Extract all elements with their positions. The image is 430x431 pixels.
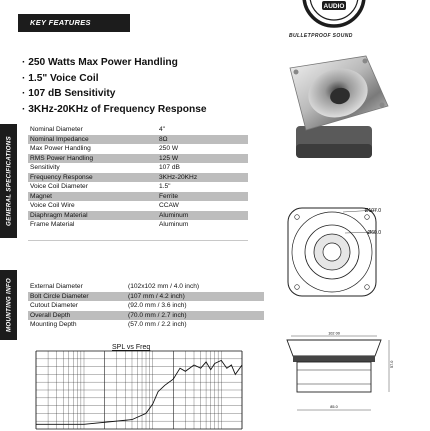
spec-value: Aluminum: [159, 221, 189, 228]
key-features-title: KEY FEATURES: [30, 18, 91, 27]
mount-row: [28, 282, 264, 292]
mounting-info-side-label: [0, 270, 17, 340]
mounting-info-label-text: MOUNTING INFO: [5, 277, 12, 333]
logo-text: AUDIO: [323, 3, 345, 10]
spec-value: Ferrite: [159, 192, 179, 200]
spec-row: [28, 144, 248, 154]
spec-label: Nominal Diameter: [30, 126, 83, 133]
spec-row: [28, 182, 248, 192]
spec-label: Voice Coil Wire: [30, 202, 75, 209]
table-divider: [28, 240, 248, 241]
spec-value: 1.5": [159, 183, 171, 190]
spec-label: Sensitivity: [30, 164, 60, 171]
key-features-header: [18, 14, 130, 32]
spec-value: CCAW: [159, 202, 179, 209]
features-list: [22, 55, 207, 117]
mount-label: Bolt Circle Diameter: [30, 292, 89, 300]
front-view-drawing: [283, 200, 385, 305]
spec-row: [28, 192, 248, 202]
mount-value: (92.0 mm / 3.6 inch): [128, 302, 187, 309]
spec-value: 250 W: [159, 145, 179, 152]
mount-row: [28, 311, 264, 321]
mount-row: [28, 301, 264, 311]
dimension-inner: Ø60.0: [367, 230, 381, 236]
dimension-outer: Ø107.0: [364, 208, 381, 214]
mount-value: (102x102 mm / 4.0 inch): [128, 283, 200, 290]
mount-value: (70.0 mm / 2.7 inch): [128, 311, 187, 319]
spec-row: [28, 154, 248, 164]
mount-label: Cutout Diameter: [30, 302, 79, 309]
tweeter-product-image: [270, 48, 395, 168]
brand-tagline: BULLETPROOF SOUND: [289, 33, 353, 39]
spec-label: Diaphragm Material: [30, 211, 88, 219]
feature-item: · 3KHz-20KHz of Frequency Response: [22, 103, 207, 115]
side-view-drawing: [285, 330, 403, 430]
dimension-top: 102 00: [328, 331, 340, 336]
dimension-bottom: 85.0: [330, 405, 338, 409]
spec-row: [28, 163, 248, 173]
spec-value: 107 dB: [159, 164, 180, 171]
spec-label: Max Power Handling: [30, 145, 91, 152]
spec-value: 8Ω: [159, 135, 168, 143]
spec-row: [28, 173, 248, 183]
spec-label: Nominal Impedance: [30, 135, 89, 143]
general-specs-side-label: [0, 124, 17, 238]
spec-row: [28, 211, 248, 221]
graph-title: SPL vs Freq: [112, 344, 151, 351]
feature-item: · 107 dB Sensitivity: [22, 88, 116, 99]
spec-value: 125 W: [159, 154, 179, 162]
general-specs-table: [28, 125, 248, 230]
mount-label: Overall Depth: [30, 311, 71, 319]
spec-label: Magnet: [30, 192, 52, 200]
spec-label: Frequency Response: [30, 173, 93, 181]
general-specs-label-text: GENERAL SPECIFICATIONS: [5, 136, 12, 226]
spl-curve: [36, 360, 242, 424]
brand-logo: [300, 0, 368, 28]
mount-value: (57.0 mm / 2.2 inch): [128, 321, 187, 328]
mount-label: Mounting Depth: [30, 321, 77, 328]
mount-row: [28, 292, 264, 302]
spec-row: [28, 201, 248, 211]
spec-row: [28, 135, 248, 145]
spec-label: RMS Power Handling: [30, 154, 94, 162]
feature-item: · 1.5" Voice Coil: [22, 72, 99, 84]
feature-item: · 250 Watts Max Power Handling: [22, 57, 178, 68]
dimension-height: 57.0: [390, 360, 394, 368]
spec-value: 4": [159, 126, 166, 133]
mount-value: (107 mm / 4.2 inch): [128, 292, 185, 300]
spec-label: Voice Coil Diameter: [30, 183, 88, 190]
spec-value: Aluminum: [159, 211, 189, 219]
spec-value: 3KHz-20KHz: [159, 173, 198, 181]
spl-frequency-chart: [32, 349, 246, 431]
mounting-specs-table: [28, 282, 264, 330]
spec-label: Frame Material: [30, 221, 75, 228]
spec-row: [28, 220, 248, 230]
mount-row: [28, 320, 264, 330]
mount-label: External Diameter: [30, 283, 83, 290]
spec-row: [28, 125, 248, 135]
chart-grid: [36, 351, 242, 429]
